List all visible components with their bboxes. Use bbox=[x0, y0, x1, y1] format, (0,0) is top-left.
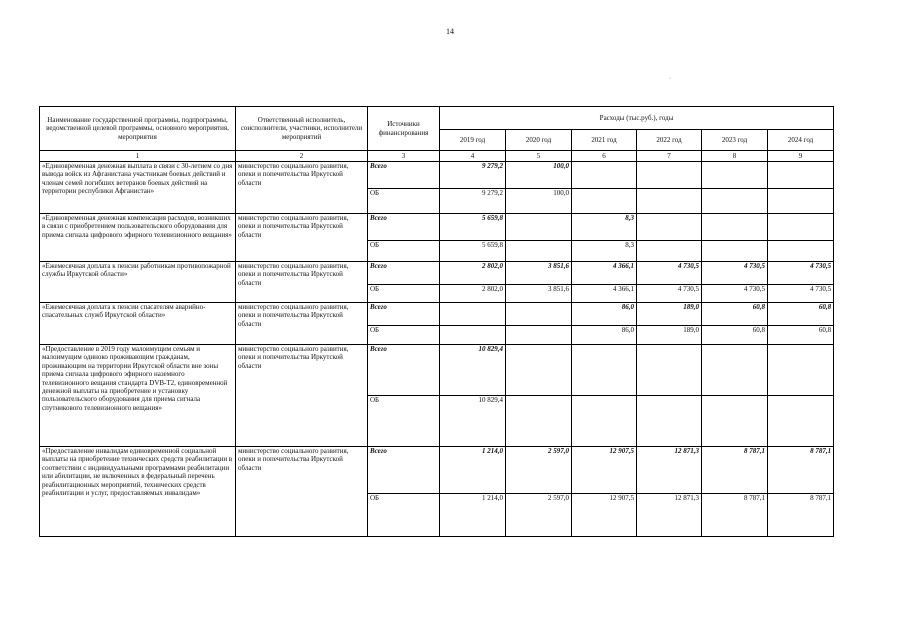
column-number: 8 bbox=[702, 151, 768, 162]
value-cell: 60,8 bbox=[768, 303, 834, 326]
value-cell bbox=[637, 214, 702, 241]
column-number: 9 bbox=[768, 151, 834, 162]
value-cell bbox=[506, 241, 572, 262]
value-cell: 8 787,1 bbox=[768, 494, 834, 537]
measure-executor: министерство социального развития, опеки и попечительства Иркутской области bbox=[236, 262, 368, 303]
header-expenses: Расходы (тыс.руб.), годы bbox=[440, 107, 834, 130]
value-cell: 5 659,8 bbox=[440, 241, 506, 262]
source-total-label: Всего bbox=[368, 303, 440, 326]
value-cell bbox=[702, 189, 768, 214]
table-row bbox=[40, 162, 834, 189]
value-cell: 4 730,5 bbox=[768, 285, 834, 303]
header-source: Источники финансирования bbox=[368, 107, 440, 151]
value-cell bbox=[572, 345, 637, 396]
value-cell: 2 802,0 bbox=[440, 262, 506, 285]
value-cell bbox=[637, 189, 702, 214]
measure-executor: министерство социального развития, опеки и попечительства Иркутской области bbox=[236, 303, 368, 345]
table-row bbox=[40, 214, 834, 241]
value-cell bbox=[506, 345, 572, 396]
column-number: 5 bbox=[506, 151, 572, 162]
table-row bbox=[40, 447, 834, 494]
source-ob-label: ОБ bbox=[368, 396, 440, 447]
source-ob-label: ОБ bbox=[368, 285, 440, 303]
measure-name: «Предоставление в 2019 году малоимущим семьям и малоимущим одиноко проживающим гражданам, проживающим на территории Иркутской области вне зоны приема сигнала цифрового эфирного наземного телевизионного вещания стандарта DVB-T2, единовременной денежной выплаты на приобретение и установку пользовательского оборудования для приема сигнала спутникового телевизионного вещания» bbox=[40, 345, 236, 447]
value-cell: 10 829,4 bbox=[440, 396, 506, 447]
source-total-label: Всего bbox=[368, 162, 440, 189]
source-ob-label: ОБ bbox=[368, 494, 440, 537]
column-number: 4 bbox=[440, 151, 506, 162]
value-cell: 12 907,5 bbox=[572, 447, 637, 494]
header-year: 2022 год bbox=[637, 130, 702, 151]
value-cell: 189,0 bbox=[637, 326, 702, 345]
value-cell bbox=[506, 214, 572, 241]
value-cell: 8 787,1 bbox=[768, 447, 834, 494]
header-year: 2021 год bbox=[572, 130, 637, 151]
value-cell: 1 214,0 bbox=[440, 447, 506, 494]
value-cell bbox=[702, 396, 768, 447]
source-total-label: Всего bbox=[368, 345, 440, 396]
value-cell: 60,8 bbox=[702, 326, 768, 345]
measure-name: «Ежемесячная доплата к пенсии работникам противопожарной службы Иркутской области» bbox=[40, 262, 236, 303]
header-name: Наименование государственной программы, подпрограммы, ведомственной целевой программы, основного мероприятия, мероприятия bbox=[40, 107, 236, 151]
value-cell: 2 597,0 bbox=[506, 494, 572, 537]
measure-executor: министерство социального развития, опеки и попечительства Иркутской области bbox=[236, 162, 368, 214]
value-cell: 8 787,1 bbox=[702, 447, 768, 494]
page-number: 14 bbox=[446, 27, 454, 36]
measure-executor: министерство социального развития, опеки и попечительства Иркутской области bbox=[236, 345, 368, 447]
source-ob-label: ОБ bbox=[368, 241, 440, 262]
column-number: 3 bbox=[368, 151, 440, 162]
table-row bbox=[40, 303, 834, 326]
value-cell bbox=[440, 303, 506, 326]
source-total-label: Всего bbox=[368, 447, 440, 494]
value-cell bbox=[768, 345, 834, 396]
value-cell bbox=[637, 241, 702, 262]
measure-name: «Ежемесячная доплата к пенсии спасателям аварийно-спасательных служб Иркутской области» bbox=[40, 303, 236, 345]
value-cell bbox=[440, 326, 506, 345]
column-numbers-row bbox=[40, 151, 834, 162]
value-cell bbox=[768, 396, 834, 447]
value-cell: 60,8 bbox=[768, 326, 834, 345]
value-cell: 86,0 bbox=[572, 303, 637, 326]
value-cell bbox=[572, 162, 637, 189]
value-cell: 4 730,5 bbox=[637, 285, 702, 303]
header-year: 2024 год bbox=[768, 130, 834, 151]
value-cell bbox=[637, 162, 702, 189]
value-cell bbox=[768, 241, 834, 262]
value-cell: 3 851,6 bbox=[506, 262, 572, 285]
value-cell: 4 730,5 bbox=[768, 262, 834, 285]
value-cell: 2 802,0 bbox=[440, 285, 506, 303]
header-row bbox=[40, 107, 834, 130]
measure-executor: министерство социального развития, опеки и попечительства Иркутской области bbox=[236, 447, 368, 537]
value-cell bbox=[702, 241, 768, 262]
value-cell: 4 730,5 bbox=[702, 262, 768, 285]
value-cell: 9 279,2 bbox=[440, 162, 506, 189]
measure-executor: министерство социального развития, опеки и попечительства Иркутской области bbox=[236, 214, 368, 262]
value-cell: 4 730,5 bbox=[702, 285, 768, 303]
header-executor: Ответственный исполнитель, соисполнители, участники, исполнители мероприятий bbox=[236, 107, 368, 151]
value-cell bbox=[768, 214, 834, 241]
source-total-label: Всего bbox=[368, 262, 440, 285]
value-cell: 100,0 bbox=[506, 189, 572, 214]
source-ob-label: ОБ bbox=[368, 326, 440, 345]
value-cell bbox=[637, 396, 702, 447]
value-cell: 3 851,6 bbox=[506, 285, 572, 303]
value-cell: 60,8 bbox=[702, 303, 768, 326]
value-cell bbox=[702, 345, 768, 396]
value-cell bbox=[768, 189, 834, 214]
value-cell: 4 366,1 bbox=[572, 262, 637, 285]
value-cell: 12 871,3 bbox=[637, 447, 702, 494]
value-cell: 1 214,0 bbox=[440, 494, 506, 537]
value-cell: 9 279,2 bbox=[440, 189, 506, 214]
column-number: 1 bbox=[40, 151, 236, 162]
header-year: 2019 год bbox=[440, 130, 506, 151]
value-cell: 10 829,4 bbox=[440, 345, 506, 396]
value-cell: 8 787,1 bbox=[702, 494, 768, 537]
column-number: 6 bbox=[572, 151, 637, 162]
value-cell: 4 366,1 bbox=[572, 285, 637, 303]
measure-name: «Единовременная денежная выплата в связи с 30-летием со дня вывода войск из Афганистана участникам боевых действий и членам семей погибших ветеранов боевых действий на территории республики Афганистан» bbox=[40, 162, 236, 214]
value-cell bbox=[506, 326, 572, 345]
source-ob-label: ОБ bbox=[368, 189, 440, 214]
scan-mark: · bbox=[669, 76, 671, 82]
value-cell bbox=[572, 189, 637, 214]
table-row bbox=[40, 345, 834, 396]
measure-name: «Единовременная денежная компенсация расходов, возникших в связи с приобретением пользовательского оборудования для приема сигнала цифрового эфирного телевизионного вещания» bbox=[40, 214, 236, 262]
value-cell bbox=[506, 303, 572, 326]
value-cell: 12 871,3 bbox=[637, 494, 702, 537]
source-total-label: Всего bbox=[368, 214, 440, 241]
value-cell bbox=[702, 214, 768, 241]
value-cell bbox=[702, 162, 768, 189]
value-cell: 100,0 bbox=[506, 162, 572, 189]
measure-name: «Предоставление инвалидам единовременной социальной выплаты на приобретение технических средств реабилитации в соответствии с индивидуальными программами реабилитации или абилитации, не включенных в федеральный перечень реабилитационных мероприятий, технических средств реабилитации и услуг, предоставляемых инвалидам» bbox=[40, 447, 236, 537]
value-cell bbox=[506, 396, 572, 447]
value-cell: 8,3 bbox=[572, 241, 637, 262]
value-cell: 189,0 bbox=[637, 303, 702, 326]
value-cell: 4 730,5 bbox=[637, 262, 702, 285]
value-cell: 8,3 bbox=[572, 214, 637, 241]
value-cell: 5 659,8 bbox=[440, 214, 506, 241]
value-cell: 12 907,5 bbox=[572, 494, 637, 537]
value-cell: 2 597,0 bbox=[506, 447, 572, 494]
value-cell: 86,0 bbox=[572, 326, 637, 345]
value-cell bbox=[637, 345, 702, 396]
table-row bbox=[40, 262, 834, 285]
value-cell bbox=[768, 162, 834, 189]
header-year: 2023 год bbox=[702, 130, 768, 151]
expenses-table bbox=[39, 106, 834, 537]
header-year: 2020 год bbox=[506, 130, 572, 151]
column-number: 2 bbox=[236, 151, 368, 162]
value-cell bbox=[572, 396, 637, 447]
column-number: 7 bbox=[637, 151, 702, 162]
